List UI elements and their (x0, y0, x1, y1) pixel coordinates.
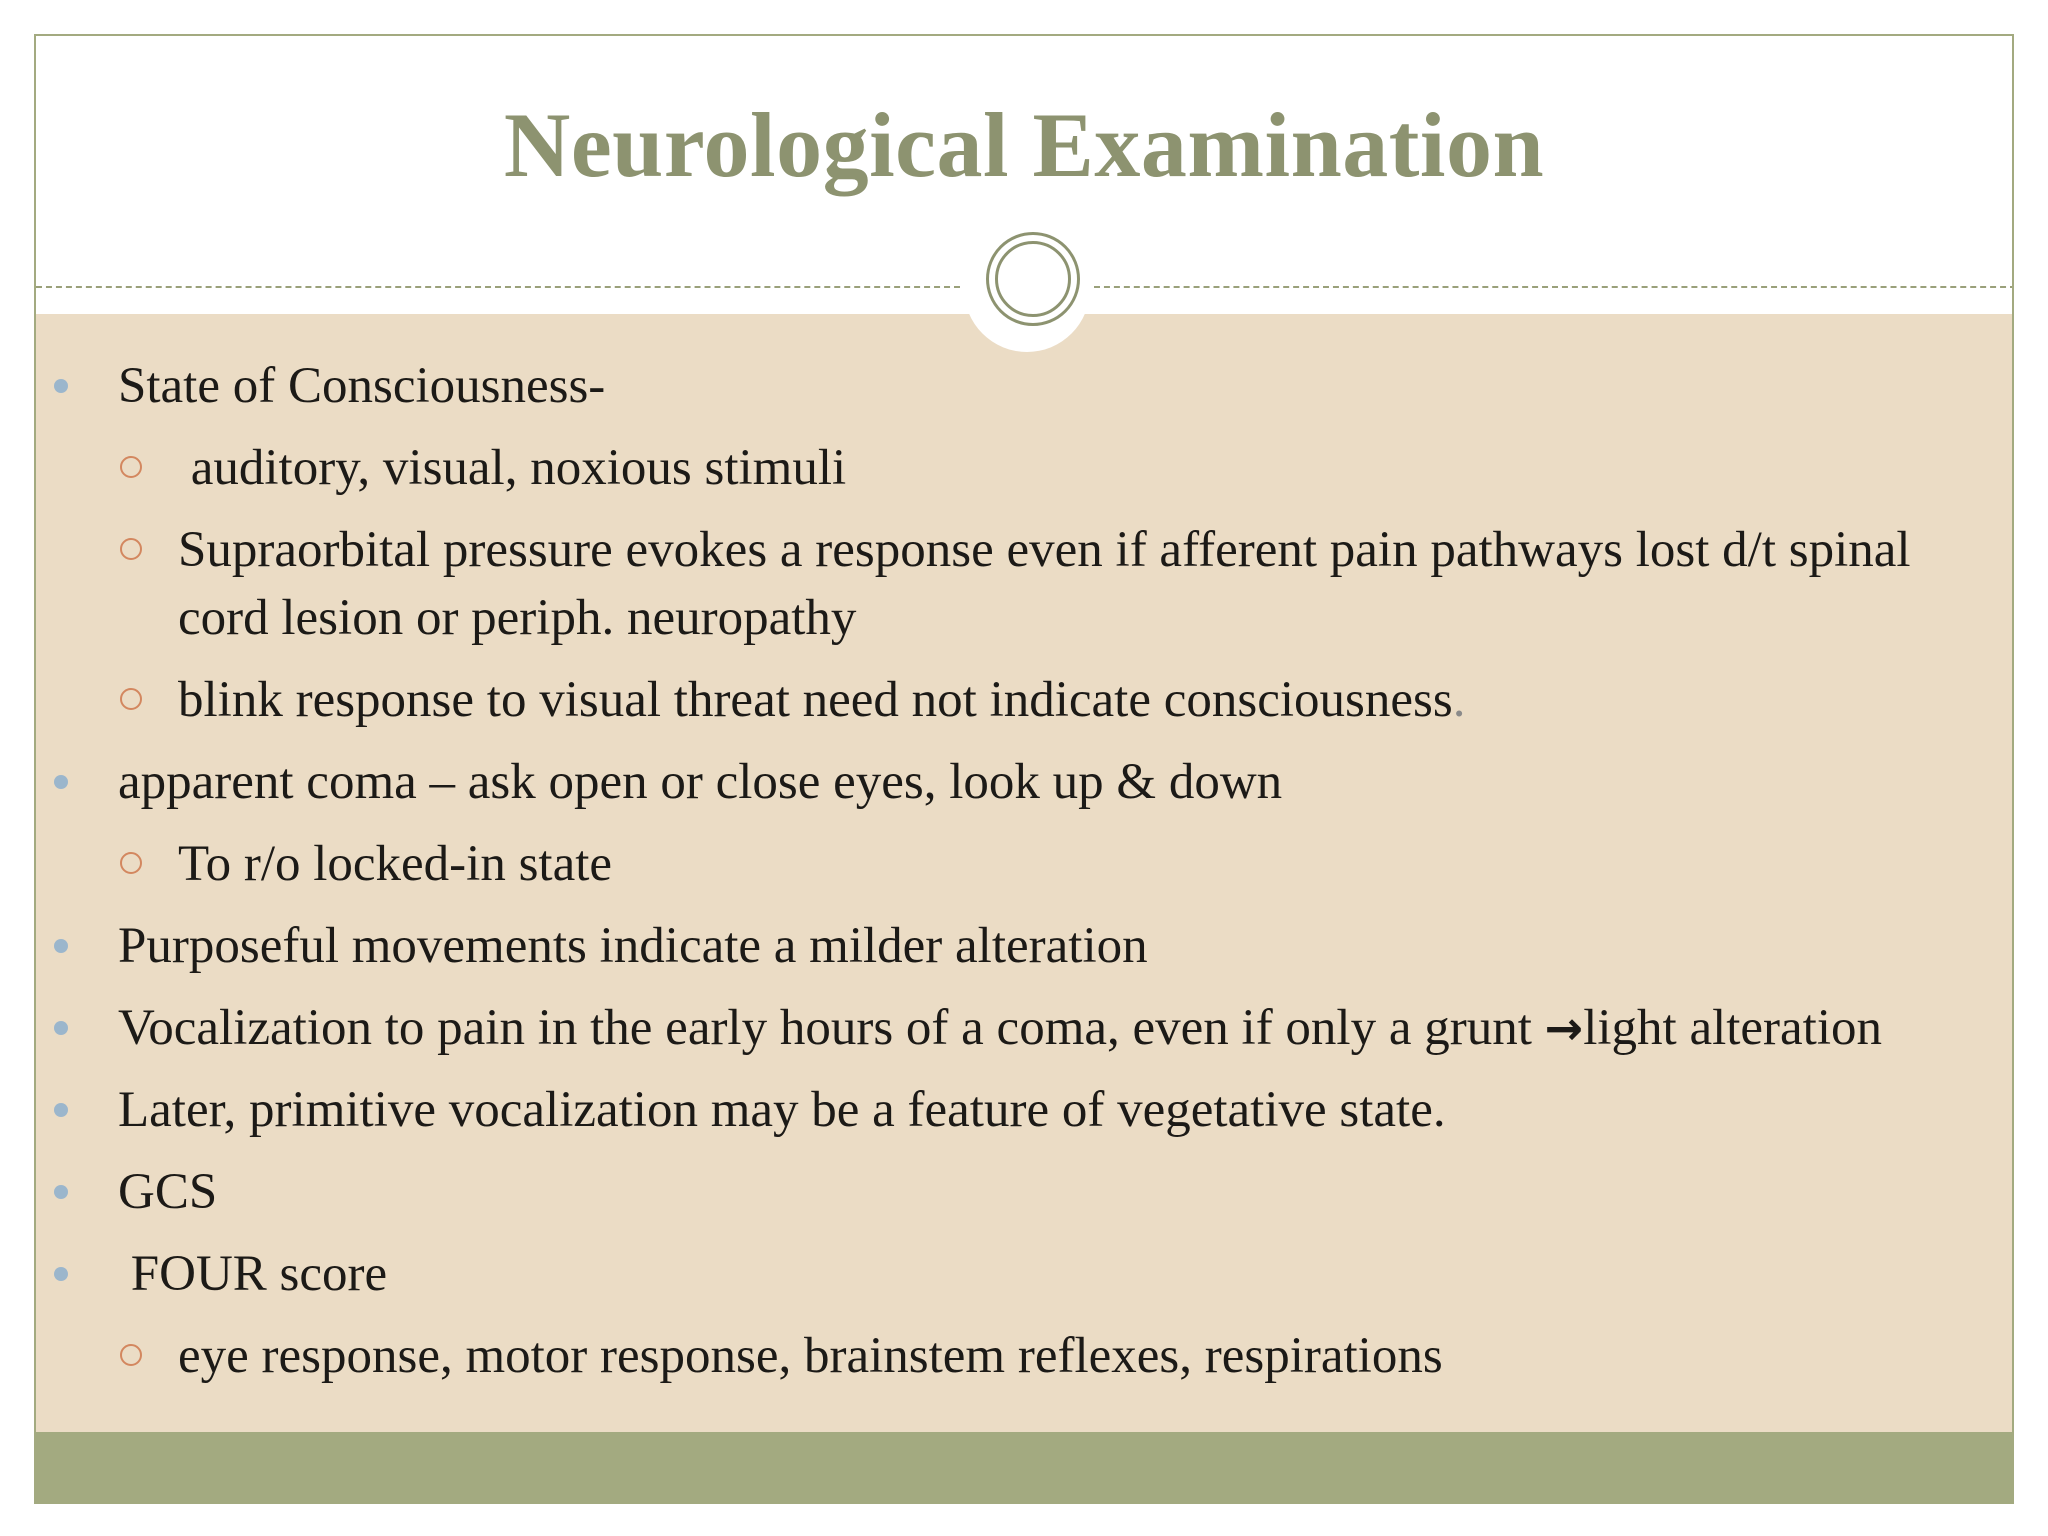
bullet-dot-icon (54, 1267, 68, 1281)
sub-bullet-text: Supraorbital pressure evokes a response even if afferent pain pathways lost d/t spinal cord lesion or periph. neuropathy (178, 522, 1911, 646)
bullet-ring-icon (120, 852, 142, 874)
bullet-ring-icon (120, 538, 142, 560)
sub-bullet-text: To r/o locked-in state (178, 836, 613, 892)
divider-line-right (1094, 286, 2014, 288)
sub-bullet-text: eye response, motor response, brainstem reflexes, respirations (178, 1328, 1443, 1384)
bullet-dot-icon (54, 775, 68, 789)
slide-title: Neurological Examination (503, 94, 1545, 196)
double-circle-ornament-icon (986, 232, 1080, 326)
bullet-dot-icon (54, 939, 68, 953)
bullet-dot-icon (54, 1021, 68, 1035)
sub-bullet-item (36, 666, 2012, 734)
bullet-text: light alteration (1583, 1000, 1883, 1056)
sub-bullet-item (36, 434, 2012, 502)
divider-line-left (36, 286, 960, 288)
bullet-text: Purposeful movements indicate a milder alteration (118, 918, 1148, 974)
bullet-dot-icon (54, 379, 68, 393)
bullet-list (36, 352, 2012, 1404)
bullet-item (36, 994, 2012, 1062)
bullet-text: State of Consciousness- (118, 358, 606, 414)
sub-bullet-period: . (1452, 672, 1466, 728)
bullet-ring-icon (120, 688, 142, 710)
bullet-text: apparent coma – ask open or close eyes, look up & down (118, 754, 1283, 810)
bullet-item (36, 912, 2012, 980)
sub-bullet-text: blink response to visual threat need not indicate consciousness (178, 672, 1453, 728)
bullet-text: Vocalization to pain in the early hours of a coma, even if only a grunt (118, 1000, 1545, 1056)
sub-bullet-item (36, 830, 2012, 898)
bullet-item (36, 1240, 2012, 1308)
bullet-text: Later, primitive vocalization may be a feature of vegetative state. (118, 1082, 1446, 1138)
sub-bullet-item (36, 516, 2012, 652)
bullet-item (36, 1076, 2012, 1144)
slide (34, 34, 2014, 1504)
bullet-dot-icon (54, 1185, 68, 1199)
bullet-dot-icon (54, 1103, 68, 1117)
footer-band (36, 1432, 2012, 1502)
right-arrow-icon: → (1544, 1001, 1584, 1055)
sub-bullet-text: auditory, visual, noxious stimuli (178, 440, 847, 496)
bullet-ring-icon (120, 1344, 142, 1366)
bullet-text: GCS (118, 1164, 218, 1220)
bullet-text: FOUR score (118, 1246, 388, 1302)
bullet-ring-icon (120, 456, 142, 478)
bullet-item (36, 1158, 2012, 1226)
sub-bullet-item (36, 1322, 2012, 1390)
bullet-item (36, 352, 2012, 420)
bullet-item (36, 748, 2012, 816)
